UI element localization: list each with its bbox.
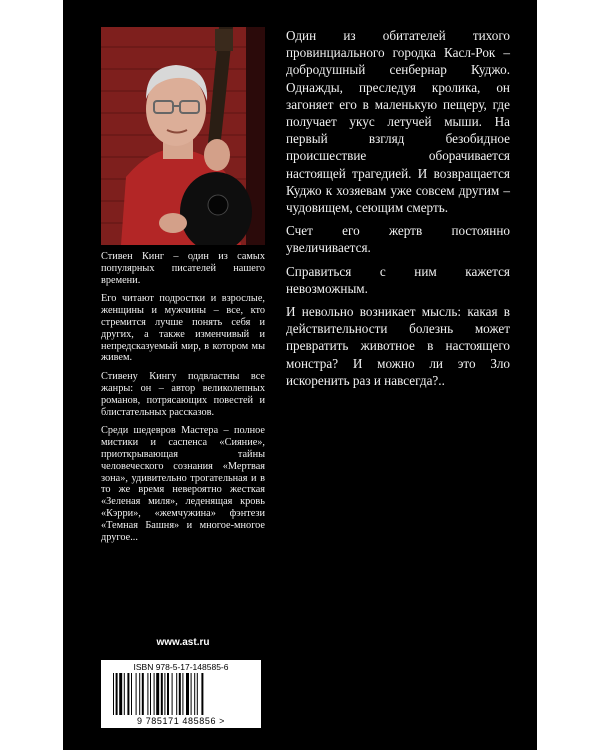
synopsis-paragraph: Счет его жертв постоянно увеличивается. (286, 223, 510, 256)
synopsis-paragraph: И невольно возникает мысль: какая в действительности болезнь может превратить животное в настоящего монстра? И можно ли это Зло искоренить раз и навсегда?.. (286, 304, 510, 388)
author-photo (101, 27, 265, 245)
barcode-label (101, 660, 261, 728)
bio-paragraph: Стивен Кинг – один из самых популярных писателей нашего времени. (101, 251, 265, 286)
synopsis-paragraph: Справиться с ним кажется невозможным. (286, 263, 510, 296)
book-synopsis (286, 27, 510, 395)
bio-paragraph: Его читают подростки и взрослые, женщины и мужчины – все, кто стремится лучше понять себя и других, а также изменчивый и непредсказуемый мир, в котором мы живем. (101, 293, 265, 364)
isbn-text: ISBN 978-5-17-148585-6 (133, 662, 229, 672)
bio-paragraph: Среди шедевров Мастера – полное мистики и саспенса «Сияние», приоткрывающая тайны человеческого сознания «Мертвая зона», удивительно трогательная и в то же время невероятно жесткая «Зеленая миля», леденящая кровь «Кэрри», «жемчужина» фэнтези «Темная Башня» и многое-многое другое... (101, 425, 265, 543)
bio-paragraph: Стивену Кингу подвластны все жанры: он – автор великолепных романов, потрясающих повестей и блистательных рассказов. (101, 371, 265, 418)
author-biography (101, 251, 265, 550)
synopsis-paragraph: Один из обитателей тихого провинциального городка Касл-Рок – добродушный сенбернар Куджо. Однажды, преследуя кролика, он загоняет его в маленькую пещеру, где получает укус летучей мыши. На первый взгляд безобидное происшествие оборачивается настоящей трагедией. И возвращается Куджо к хозяевам уже совсем другим – чудовищем, сеющим смерть. (286, 28, 510, 216)
barcode-number: 9 785171 485856 > (136, 716, 226, 726)
publisher-website: www.ast.ru (156, 637, 210, 648)
barcode-bars (111, 673, 251, 715)
